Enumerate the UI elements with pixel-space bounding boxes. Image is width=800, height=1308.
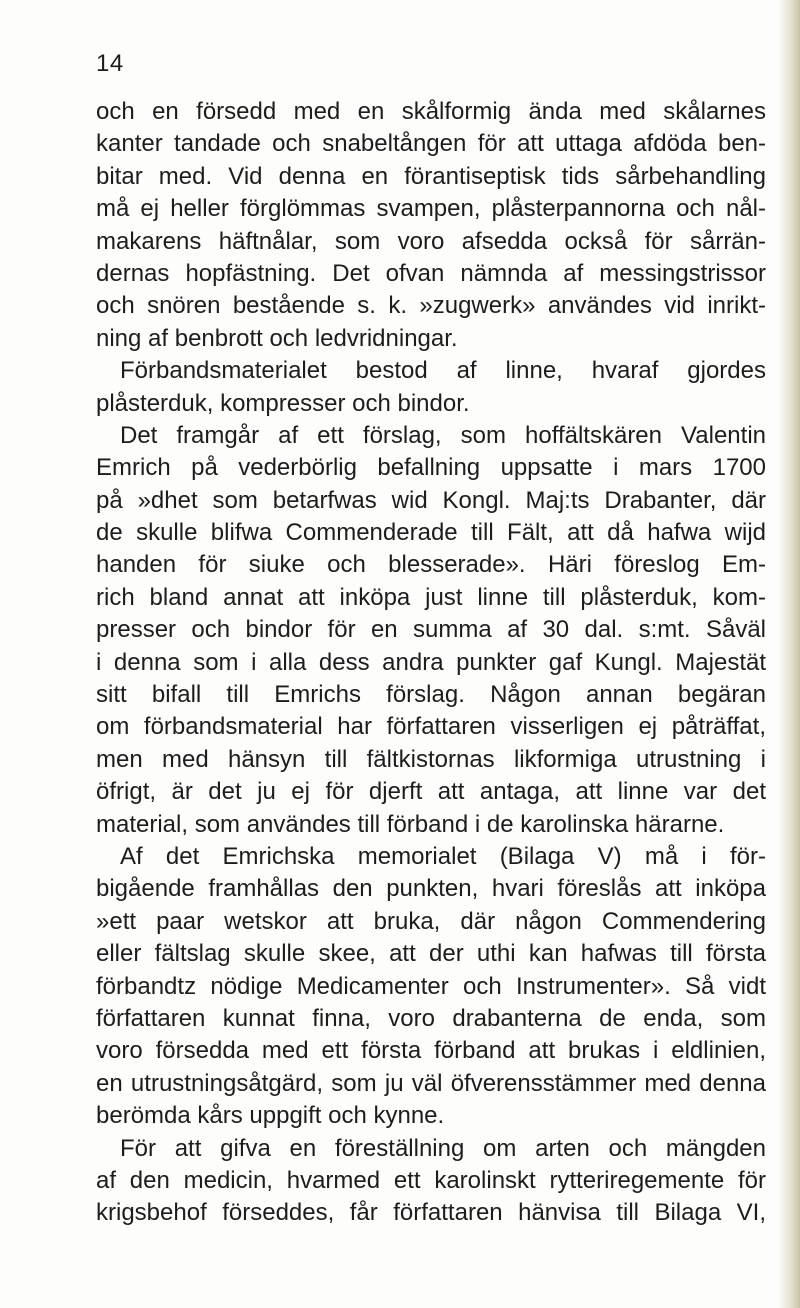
text-line: öfrigt, är det ju ej för djerft att antaga, att linne var det — [96, 778, 766, 806]
text-line: eller fältslag skulle skee, att der uthi kan hafwas till första — [96, 940, 766, 968]
text-line: i denna som i alla dess andra punkter gaf Kungl. Majestät — [96, 648, 766, 676]
text-line: dernas hopfästning. Det ofvan nämnda af messingstrissor — [96, 259, 766, 287]
text-line: plåsterduk, kompresser och bindor. — [96, 389, 470, 417]
text-line: Det framgår af ett förslag, som hoffältskären Valentin — [120, 421, 766, 449]
text-line: ning af benbrott och ledvridningar. — [96, 324, 458, 352]
text-line: handen för siuke och blesserade». Häri föreslog Em- — [96, 551, 766, 579]
text-line: rich bland annat att inköpa just linne till plåsterduk, kom- — [96, 583, 766, 611]
text-line: bigående framhållas den punkten, hvari föreslås att inköpa — [96, 875, 766, 903]
text-line: och snören bestående s. k. »zugwerk» användes vid inrikt- — [96, 292, 766, 320]
text-line: af den medicin, hvarmed ett karolinskt rytteriregemente för — [96, 1166, 766, 1194]
text-line: sitt bifall till Emrichs förslag. Någon annan begäran — [96, 681, 766, 709]
text-line: »ett paar wetskor att bruka, där någon Commendering — [96, 907, 766, 935]
text-line: Af det Emrichska memorialet (Bilaga V) må i för- — [120, 842, 766, 870]
text-line: makarens häftnålar, som voro afsedda också för sårrän- — [96, 227, 766, 255]
text-line: men med hänsyn till fältkistornas likformiga utrustning i — [96, 745, 766, 773]
text-line: må ej heller förglömmas svampen, plåsterpannorna och nål- — [96, 195, 766, 223]
text-line: För att gifva en föreställning om arten och mängden — [120, 1134, 766, 1162]
text-line: förbandtz nödige Medicamenter och Instrumenter». Så vidt — [96, 972, 766, 1000]
page-number: 14 — [96, 50, 124, 77]
page-edge-shadow — [778, 0, 800, 1308]
text-line: Förbandsmaterialet bestod af linne, hvaraf gjordes — [120, 357, 766, 385]
text-line: presser och bindor för en summa af 30 dal. s:mt. Såväl — [96, 616, 766, 644]
text-line: krigsbehof förseddes, får författaren hänvisa till Bilaga VI, — [96, 1199, 766, 1227]
text-line: Emrich på vederbörlig befallning uppsatte i mars 1700 — [96, 454, 766, 482]
text-line: voro försedda med ett första förband att brukas i eldlinien, — [96, 1037, 766, 1065]
text-line: om förbandsmaterial har författaren visserligen ej påträffat, — [96, 713, 766, 741]
body-text — [96, 96, 766, 1230]
text-line: på »dhet som betarfwas wid Kongl. Maj:ts Drabanter, där — [96, 486, 766, 514]
text-line: kanter tandade och snabeltången för att uttaga afdöda ben- — [96, 130, 766, 158]
text-line: berömda kårs uppgift och kynne. — [96, 1102, 445, 1130]
text-line: material, som användes till förband i de karolinska härarne. — [96, 810, 725, 838]
text-line: och en försedd med en skålformig ända med skålarnes — [96, 98, 766, 125]
text-line: de skulle blifwa Commenderade till Fält, att då hafwa wijd — [96, 519, 766, 547]
text-line: en utrustningsåtgärd, som ju väl öfverensstämmer med denna — [96, 1069, 766, 1097]
text-line: författaren kunnat finna, voro drabanterna de enda, som — [96, 1004, 766, 1032]
text-line: bitar med. Vid denna en förantiseptisk tids sårbehandling — [96, 162, 766, 190]
